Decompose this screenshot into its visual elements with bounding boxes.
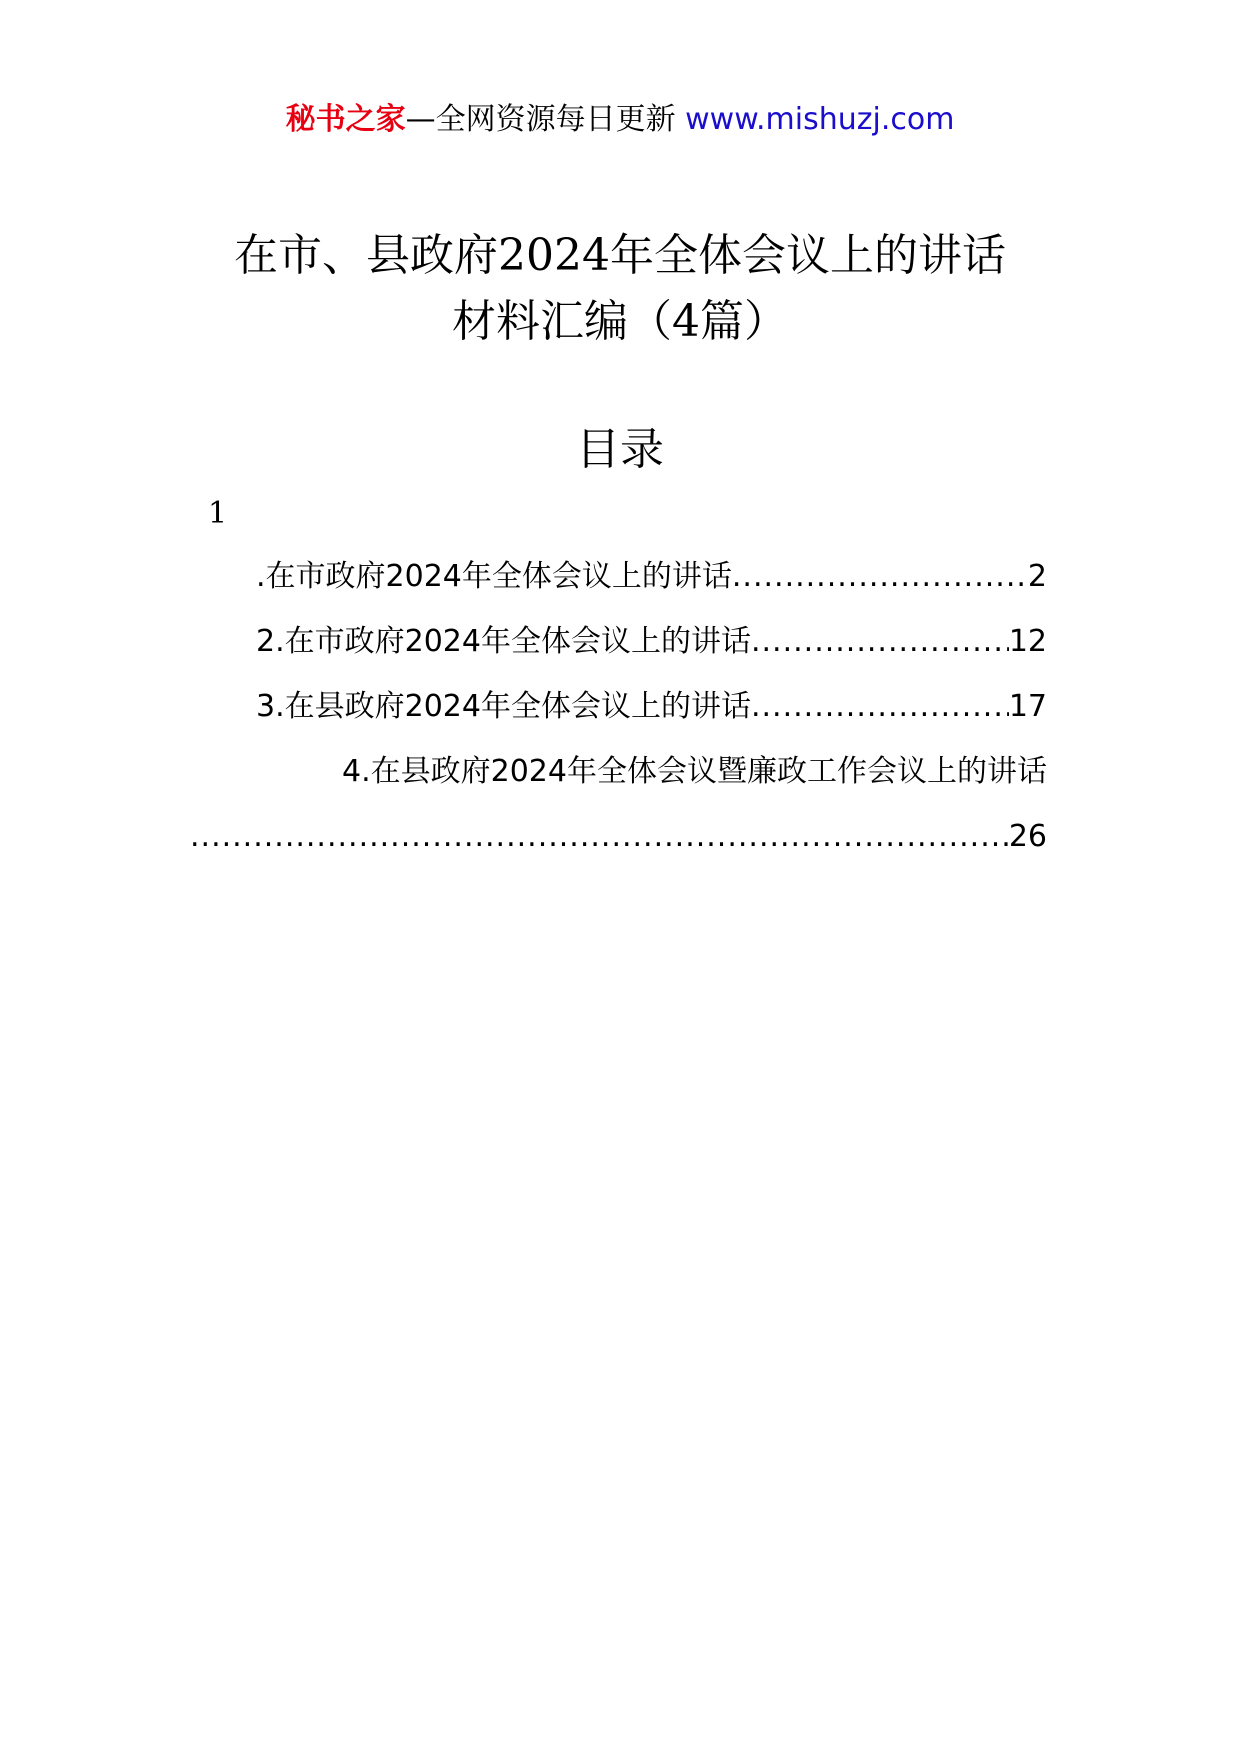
toc-page-number: 2 xyxy=(1027,559,1047,594)
header-tagline: —全网资源每日更新 xyxy=(405,102,686,137)
toc-dot-leader xyxy=(190,817,1009,857)
toc-entry-label: .在市政府2024年全体会议上的讲话 xyxy=(256,559,732,594)
toc-page-number: 17 xyxy=(1008,689,1047,724)
document-title-line-2: 材料汇编（4篇） xyxy=(452,296,788,347)
toc-dot-leader xyxy=(751,687,1009,727)
toc-dot-leader xyxy=(751,622,1009,662)
toc-page-number: 26 xyxy=(1008,819,1047,854)
toc-entry-label: 3.在县政府2024年全体会议上的讲话 xyxy=(256,689,751,724)
toc-dot-leader xyxy=(732,557,1028,597)
toc-entry-1[interactable] xyxy=(256,557,1047,597)
toc-entry-4[interactable]: 4.在县政府2024年全体会议暨廉政工作会议上的讲话 xyxy=(342,754,1047,789)
toc-stray-number: 1 xyxy=(208,496,228,531)
toc-entry-3[interactable] xyxy=(256,687,1047,727)
toc-entry-label: 2.在市政府2024年全体会议上的讲话 xyxy=(256,624,751,659)
brand-name: 秘书之家 xyxy=(285,102,406,137)
toc-entry-4-leader-line[interactable] xyxy=(190,817,1047,857)
site-header xyxy=(0,100,1240,140)
document-title-line-1: 在市、县政府2024年全体会议上的讲话 xyxy=(234,230,1006,281)
toc-entry-2[interactable] xyxy=(256,622,1047,662)
toc-heading: 目录 xyxy=(576,424,664,475)
toc-page-number: 12 xyxy=(1008,624,1047,659)
site-url-link[interactable]: www.mishuzj.com xyxy=(685,102,955,137)
